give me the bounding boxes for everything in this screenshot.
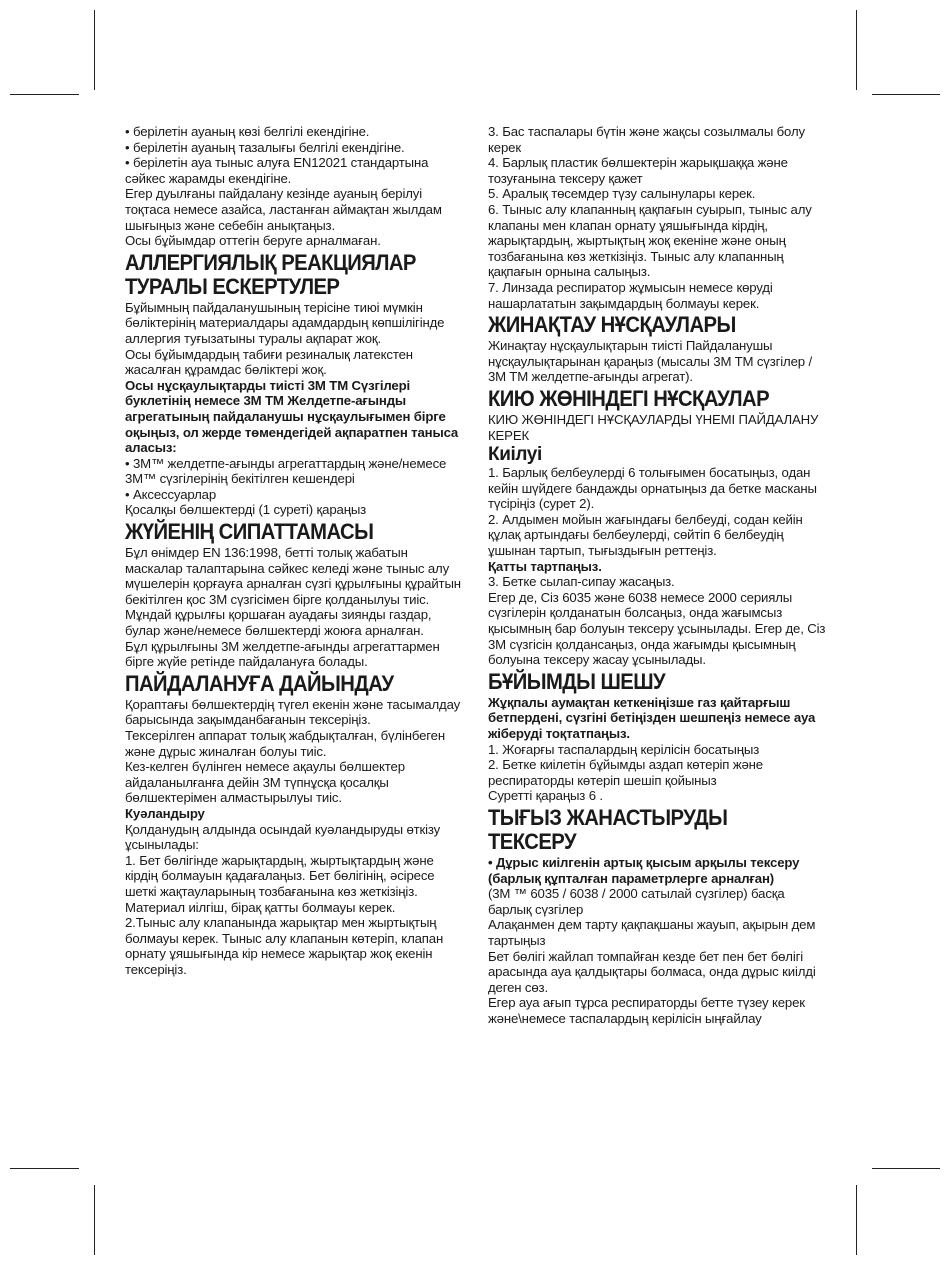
seal-check-paragraph-2: Алақанмен дем тарту қақпақшаны жауып, ақырын дем тартыңыз — [488, 917, 816, 948]
wearing-paragraph-1: КИЮ ЖӨНІНДЕГІ НҰСҚАУЛАРДЫ ҮНЕМІ ПАЙДАЛАНУ КЕРЕК — [488, 411, 819, 443]
allergy-bullet-1: • 3M™ желдетпе-ағынды агрегаттардың және/немесе 3M™ сүзгілерінің бекітілген кешендері — [125, 455, 447, 487]
left-column — [125, 124, 463, 978]
description-heading: ЖҮЙЕНІҢ СИПАТТАМАСЫ — [125, 519, 374, 545]
intro-bullet-2: • берілетін ауаның тазалығы белгілі екендігіне. — [125, 139, 405, 155]
removal-paragraph-3: Суретті қараңыз 6 . — [488, 788, 603, 804]
crop-mark-bottom-right-vertical — [856, 1185, 857, 1255]
wearing-paragraph-4: 3. Бетке сылап-сипау жасаңыз. — [488, 574, 675, 590]
intro-bullet-3: • берілетін ауа тыныс алуға EN12021 стандартына сәйкес жарамды екендігіне. — [125, 155, 429, 186]
wearing-paragraph-2: 1. Барлық белбеулерді 6 толығымен босатыңыз, одан кейін шүйдеге бандажды орнатыңыз да бетке масканы түсіріңіз (сурет 2). — [488, 465, 817, 512]
intro-bullet-1: • берілетін ауаның көзі белгілі екендігіне. — [125, 124, 370, 139]
removal-bold-note: Жұқпалы аумақтан кеткеніңізше газ қайтарғыш бетпердені, сүзгіні бетіңізден шешпеңіз немесе ауа жіберуді тоқтатпаңыз. — [488, 694, 816, 741]
assembly-paragraph-1: Жинақтау нұсқаулықтарын тиісті Пайдаланушы нұсқаулықтарынан қараңыз (мысалы 3M TM сүзгілер / 3M TM желдетпе-ағынды агрегат). — [488, 338, 812, 385]
preparation-paragraph-2: Тексерілген аппарат толық жабдықталған, бүлінбеген және дұрыс жиналған болуы тиіс. — [125, 728, 445, 759]
preparation-subheading: Куәландыру — [125, 805, 205, 821]
seal-check-heading: ТЫҒЫЗ ЖАНАСТЫРУДЫ ТЕКСЕРУ — [488, 804, 728, 854]
wearing-heading: КИЮ ЖӨНІНДЕГІ НҰСҚАУЛАР — [488, 385, 770, 411]
wearing-bold-note: Қатты тартпаңыз. — [488, 558, 602, 574]
crop-mark-top-right-vertical — [856, 10, 857, 90]
preparation-paragraph-4: Қолданудың алдында осындай куәландыруды өткізу ұсынылады: — [125, 821, 441, 853]
preparation-paragraph-5: 1. Бет бөлігінде жарықтардың, жыртықтардың және кірдің болмауын қадағалаңыз. Бет бөлігінің, әсіресе шеткі жақтауларының тозбағанына көз жеткізіңіз. Материал иілгіш, бірақ қатты болмауы керек. — [125, 852, 435, 915]
removal-paragraph-2: 2. Бетке киілетін бұйымды аздап көтеріп және респираторды көтеріп шешіп қойыныз — [488, 757, 763, 788]
crop-mark-bottom-right-horizontal — [872, 1168, 940, 1169]
crop-mark-bottom-left-horizontal — [10, 1168, 79, 1169]
allergy-paragraph-3: Қосалқы бөлшектерді (1 суреті) қараңыз — [125, 502, 367, 518]
crop-mark-top-left-vertical — [94, 10, 95, 90]
description-paragraph-1: Бұл өнімдер EN 136:1998, бетті толық жабатын маскалар талаптарына сәйкес келеді және тыныс алу мүшелерін қорғауға арналған сүзгі құрылғыны құрайтын бекітілген қос 3M сүзгісімен бірге қолданылуы тиіс. — [125, 545, 461, 607]
check-item-4: 4. Барлық пластик бөлшектерін жарықшаққа және тозуғанына тексеру қажет — [488, 155, 788, 186]
check-item-3: 3. Бас таспалары бүтін және жақсы созылмалы болу керек — [488, 124, 805, 155]
allergy-paragraph-1: Бұйымның пайдаланушының терісіне тиюі мүмкін бөліктерінің материалдары адамдардың көпшілігінде аллергия туғызатыны туралы ақпарат жоқ. — [125, 299, 445, 346]
wearing-paragraph-5: Егер де, Сіз 6035 және 6038 немесе 2000 сериялы сүзгілерін қолданатын болсаңыз, онда жағымсыз қысымның бар болуын тексеру ұсынылады. Егер де, Сіз 3M сүзгісін қолдансаңыз, онда жағымды қысымның болуына тексеру жасау ұсынылады. — [488, 589, 826, 668]
description-paragraph-3: Бұл құрылғыны 3M желдетпе-ағынды агрегаттармен бірге жүйе ретінде пайдалануға болады. — [125, 638, 440, 670]
crop-mark-bottom-left-vertical — [94, 1185, 95, 1255]
allergy-heading: АЛЛЕРГИЯЛЫҚ РЕАКЦИЯЛАР ТУРАЛЫ ЕСКЕРТУЛЕР — [125, 249, 416, 299]
preparation-paragraph-6: 2.Тыныс алу клапанында жарықтар мен жыртықтың болмауы керек. Тыныс алу клапанын көтеріп, клапан орнату ұяшығында кір немесе жарықтар жоқ екенін тексеріңіз. — [125, 915, 444, 977]
description-paragraph-2: Мұндай құрылғы қоршаған ауадағы зиянды газдар, булар және/немесе бөлшектерді жоюға арналған. — [125, 607, 432, 639]
seal-check-bold-note: • Дұрыс киілгенін артық қысым арқылы тексеру (барлық құпталған параметрлерге арналған) — [488, 854, 800, 886]
preparation-paragraph-3: Кез-келген бүлінген немесе ақаулы бөлшектер айдаланылғанға дейін 3M түпнұсқа қосалқы бөлшектерімен алмастырылуы тиіс. — [125, 759, 405, 806]
preparation-paragraph-1: Қораптағы бөлшектердің түгел екенін және тасымалдау барысында зақымданбағанын тексеріңіз. — [125, 696, 461, 728]
allergy-paragraph-2: Осы бұйымдардың табиғи резиналық латекстен жасалған құрамдас бөліктері жоқ. — [125, 346, 413, 378]
intro-paragraph-1: Егер дуылғаны пайдалану кезінде ауаның берілуі тоқтаса немесе азайса, ластанған аймақтан жылдам шығыңыз және себебін анықтаңыз. — [125, 186, 442, 233]
allergy-bold-note: Осы нұсқаулықтарды тиісті 3M TM Сүзгілері буклетінің немесе 3M TM Желдетпе-ағынды агрегатының пайдаланушы нұсқаулығымен бірге оқыңыз, ол жерде төмендегідей ақпаратпен таныса аласыз: — [125, 377, 459, 456]
intro-paragraph-2: Осы бұйымдар оттегін беруге арналмаған. — [125, 233, 381, 249]
crop-mark-top-right-horizontal — [872, 94, 940, 95]
wearing-subheading: Киілуі — [488, 444, 542, 466]
wearing-paragraph-3: 2. Алдымен мойын жағындағы белбеуді, содан кейін құлақ артындағы белбеулерді, сөйтіп 6 белбеудің ұшынан тартып, тығыздығын реттеңіз. — [488, 511, 803, 559]
allergy-bullet-2: • Аксессуарлар — [125, 486, 217, 502]
check-item-7: 7. Линзада респиратор жұмысын немесе көруді нашарлататын зақымдардың болмауы керек. — [488, 279, 773, 311]
seal-check-paragraph-4: Егер ауа ағып тұрса респираторды бетте түзеу керек және\немесе таспалардың керілісін ыңғайлау — [488, 995, 805, 1026]
removal-paragraph-1: 1. Жоғарғы таспалардың керілісін босатыңыз — [488, 741, 760, 757]
check-item-6: 6. Тыныс алу клапанның қақпағын суырып, тыныс алу клапаны мен клапан орнату ұяшығында кірдің, жарықтардың, жыртықтың жоқ екеніне және оның тозбағанына көз жеткізіңіз. Тыныс алу клапанның қақпағын орнына салыңыз. — [488, 201, 812, 280]
seal-check-paragraph-3: Бет бөлігі жайлап томпайған кезде бет пен бет бөлігі арасында ауа қалдықтары болмаса, онда дұрыс киілді деген сөз. — [488, 948, 816, 995]
right-column — [488, 124, 828, 1027]
seal-check-paragraph-1: (3M ™ 6035 / 6038 / 2000 сатылай сүзгілер) басқа барлық сүзгілер — [488, 886, 785, 917]
crop-mark-top-left-horizontal — [10, 94, 79, 95]
assembly-heading: ЖИНАҚТАУ НҰСҚАУЛАРЫ — [488, 312, 736, 338]
preparation-heading: ПАЙДАЛАНУҒА ДАЙЫНДАУ — [125, 670, 394, 696]
removal-heading: БҰЙЫМДЫ ШЕШУ — [488, 668, 666, 694]
check-item-5: 5. Аралық төсемдер түзу салынулары керек. — [488, 186, 756, 202]
